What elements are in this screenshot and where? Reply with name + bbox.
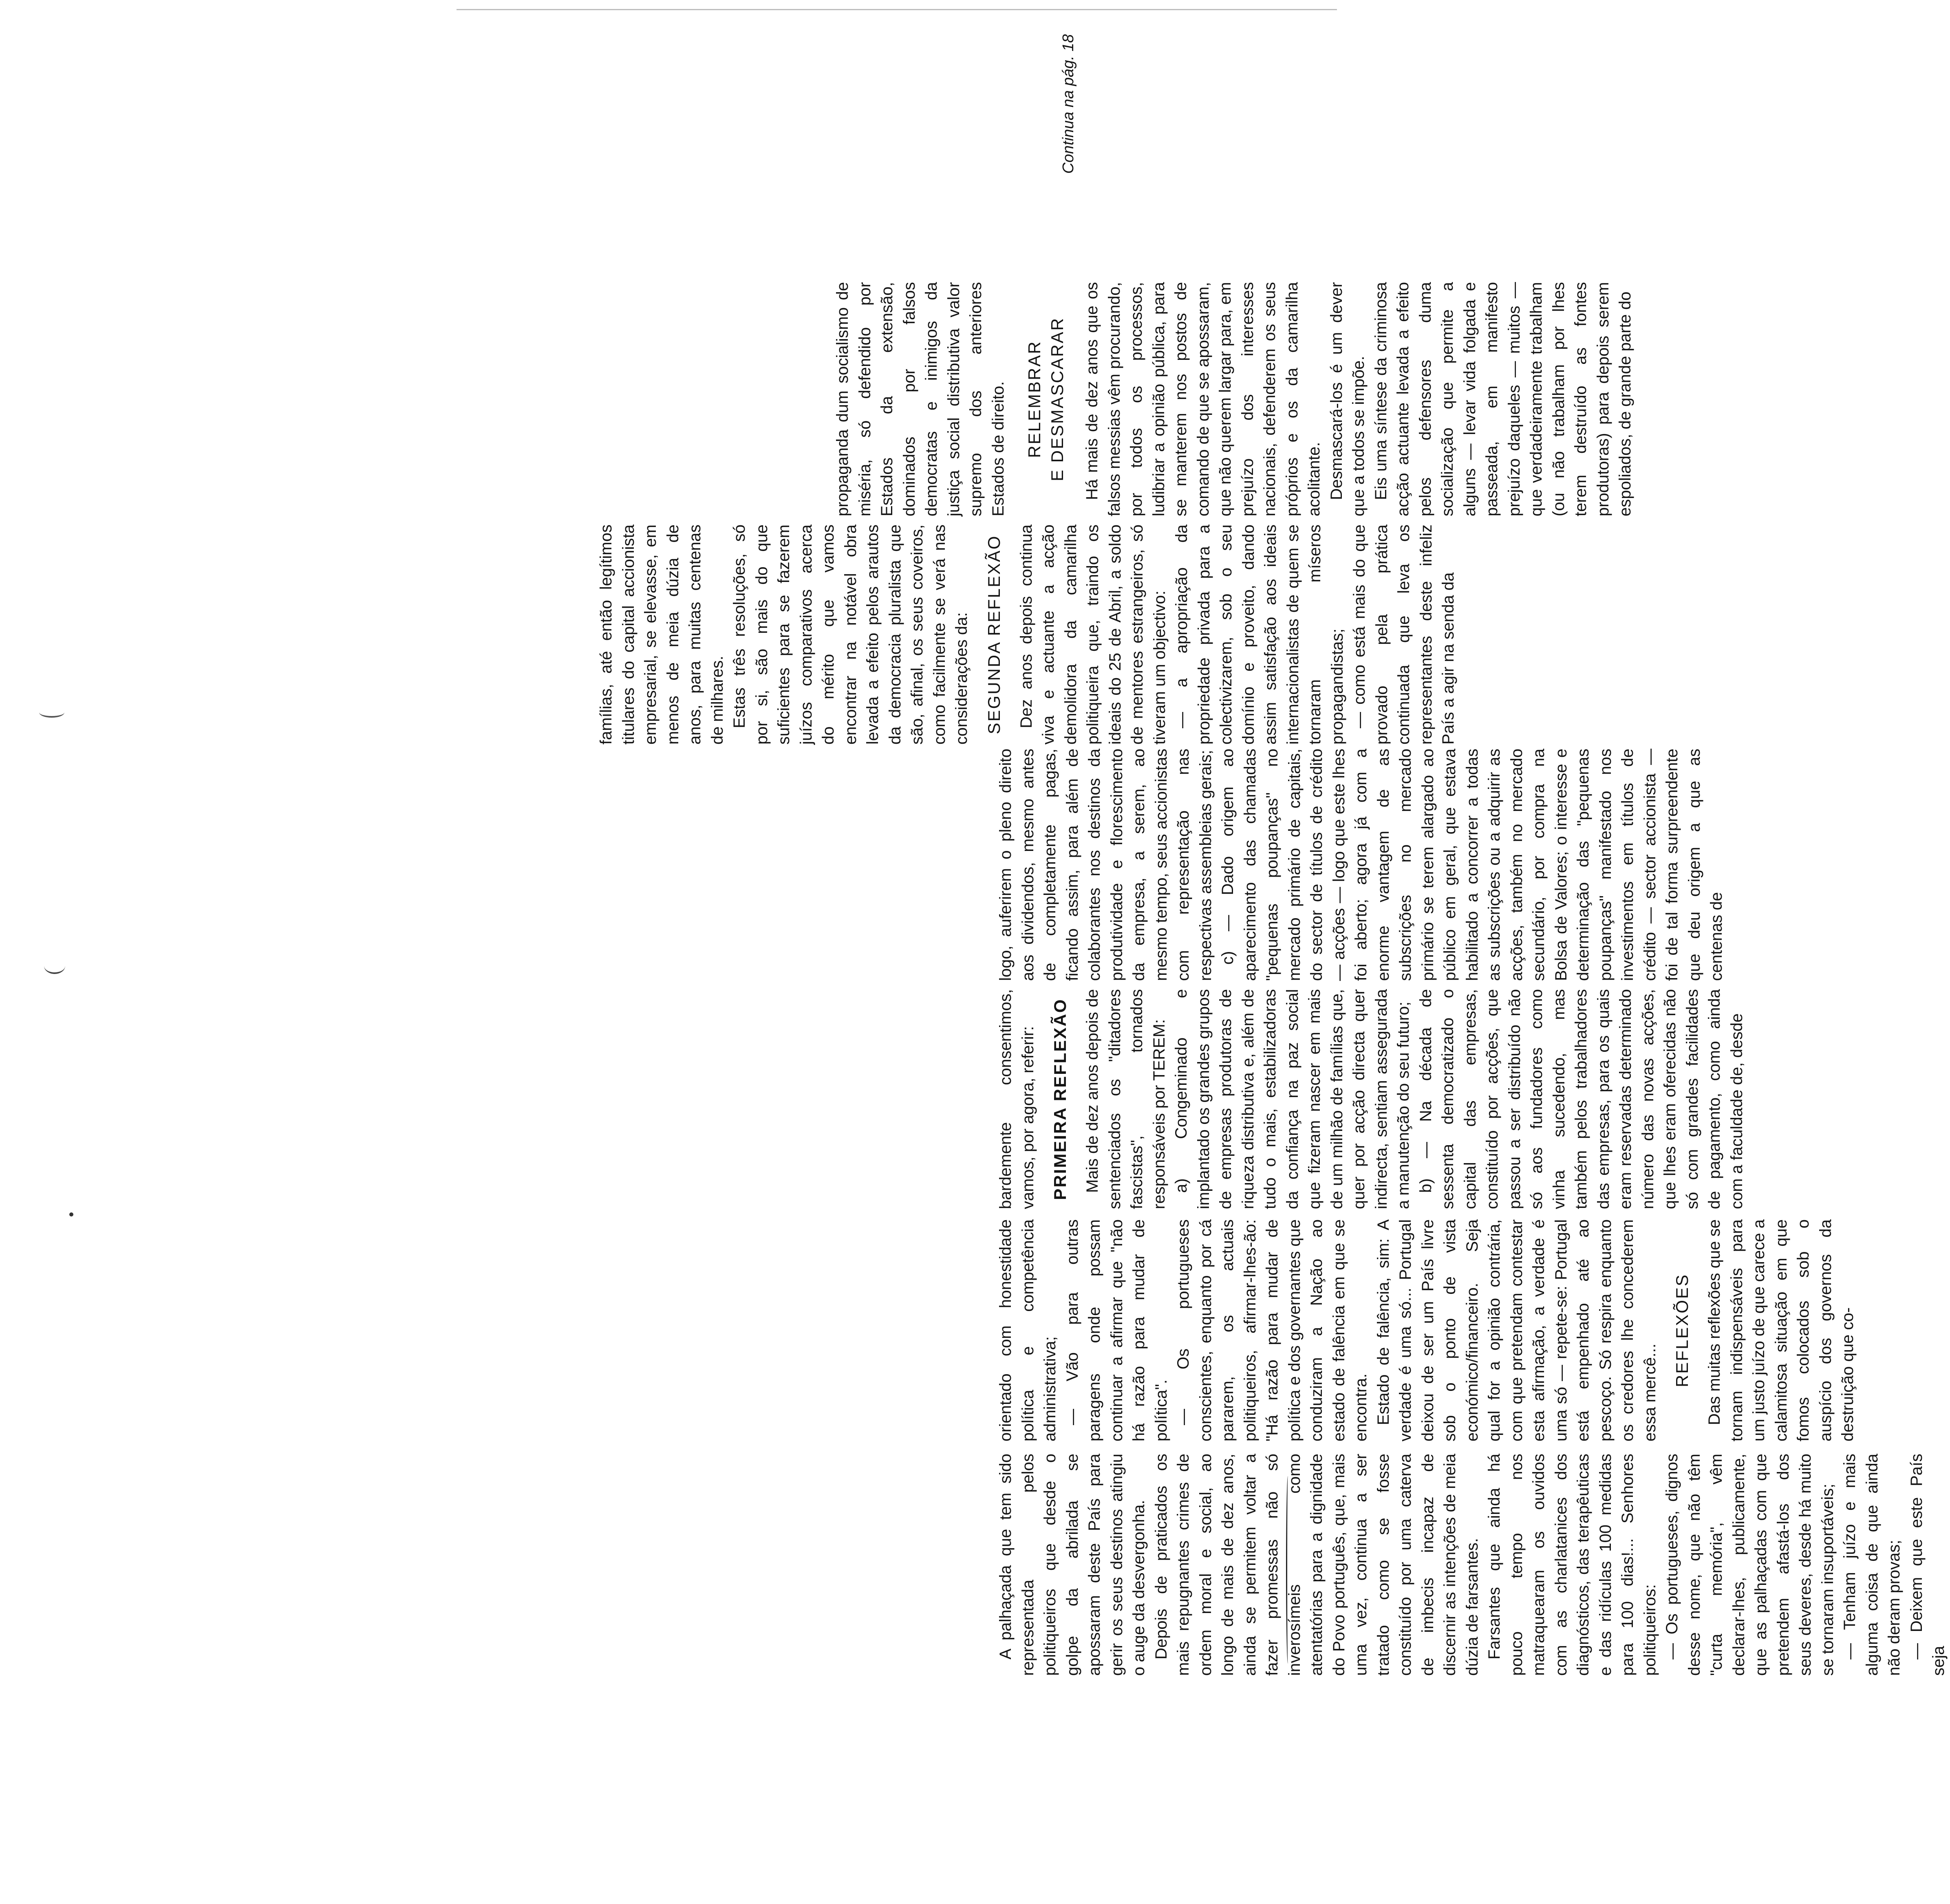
paragraph: propaganda dum socialismo de miséria, só defendido por Estados da extensão, dominados por falsos democratas e inimigos da justiça social distributiva valor supremo dos anteriores Estados de direito. xyxy=(834,282,1007,516)
paragraph: b) — Na década de sessenta democratizado o capital das empresas, constituído por acções, que passou a ser distribuído não só aos fundadores como vinha sucedendo, mas também pelos trabalhadores das empresas, para os quais eram reservadas determinado número das novas acções, que lhes eram oferecidas não só com grandes facilidades de pagamento, como ainda com a faculdade de, desde xyxy=(1416,989,1746,1209)
section-heading: REFLEXÕES xyxy=(1672,1273,1692,1388)
paragraph: Mais de dez anos depois de sentenciados os "ditadores fascistas", tornados responsáveis por TEREM: xyxy=(1083,989,1168,1209)
paragraph: — Vão para outras paragens onde possam continuar a afirmar que "não há razão para mudar de política". xyxy=(1063,1219,1170,1441)
paragraph: Dez anos depois continua viva e actuante a acção demolidora da camarilha politiqueira que, traindo os ideais do 25 de Abril, a soldo de mentores estrangeiros, só tiveram um objectivo: xyxy=(1017,524,1169,745)
article-column-2 xyxy=(995,1219,1857,1441)
paragraph: Eis uma síntese da criminosa acção actuante levada a efeito pelos defensores duma socialização que permite a alguns — levar vida folgada e passeada, em manifesto prejuízo daqueles — muitos — que verdadeiramente trabalham (ou não trabalham por lhes terem destruído as fontes produtoras) para depois serem espoliados, de grande parte do xyxy=(1372,282,1634,516)
paragraph: A palhaçada que tem sido representada pelos politiqueiros que desde o golpe da abrilada se apossaram deste País para gerir os seus destinos atingiu o auge da desvergonha. xyxy=(997,1454,1148,1676)
paragraph: Estado de falência, sim: A verdade é uma só... Portugal deixou de ser um País livre sob o ponto de vista económico/financeiro. Seja qual for a opinião contrária, com que pretendam contestar esta afirmação, a verdade é uma só — repete-se: Portugal está empenhado até ao pescoço. Só respira enquanto os credores lhe concederem essa mercê... xyxy=(1374,1219,1659,1441)
paragraph: logo, auferirem o pleno direito aos dividendos, mesmo antes de completamente pagas, ficando assim, para além de colaborantes nos destinos da produtividade e florescimento da empresa, a serem, ao mesmo tempo, seus accionistas com representação nas respectivas assembleias gerais; xyxy=(997,749,1215,981)
article-column-3 xyxy=(995,989,1746,1209)
paragraph: Depois de praticados os mais repugnantes crimes de ordem moral e social, ao longo de mais de dez anos, ainda se permitem voltar a fazer promessas não só inverosímeis como atentatórias para a dignidade do Povo português, que, mais uma vez, continua a ser tratado como se fosse constituído por uma caterva de imbecis incapaz de discernir as intenções de meia dúzia de farsantes. xyxy=(1152,1454,1481,1676)
column-rule xyxy=(1286,1476,1290,1664)
paragraph: — Os portugueses, dignos desse nome, que não têm "curta memória", vêm declarar-lhes, publicamente, que as palhaçadas com que pretendem afastá-los dos seus deveres, desde há muito se tornaram insuportáveis; xyxy=(1663,1454,1837,1676)
section-heading: SEGUNDA REFLEXÃO xyxy=(984,535,1004,734)
paragraph: c) — Dado origem ao aparecimento das chamadas "pequenas poupanças" no mercado primário de capitais, do sector de títulos de crédito — acções — logo que este lhes foi aberto; agora já com a enorme vantagem de as subscrições no mercado primário se terem alargado ao público em geral, que estava habilitado a concorrer a todas as subscrições ou a adquirir as acções, também no mercado secundário, por compra na Bolsa de Valores; o interesse e determinação das "pequenas poupanças" manifestado nos investimentos em títulos de crédito — sector accionista — foi de tal forma surpreendente que deu origem a que as centenas de xyxy=(1219,749,1725,981)
paragraph: — Os portugueses conscientes, enquanto por cá pararem, os actuais politiqueiros, afirmar-lhes-ão: "Há razão para mudar de política e dos governantes que conduziram a Nação ao estado de falência em que se encontra. xyxy=(1174,1219,1370,1441)
paragraph: Das muitas reflexões que se tornam indispensáveis para um justo juízo de que carece a calamitosa situação em que fomos colocados sob o auspício dos governos da destruição que co- xyxy=(1705,1219,1857,1441)
section-heading xyxy=(1023,282,1069,516)
paragraph: Farsantes que ainda há pouco tempo nos matraquearam os ouvidos com as charlatanices dos diagnósticos, das terapêuticas e das ridículas 100 medidas para 100 dias!... Senhores politiqueiros: xyxy=(1485,1454,1659,1676)
paragraph: Estas três resoluções, só por si, são mais do que suficientes para se fazerem juízos comparativos acerca do mérito que vamos encontrar na notável obra levada a efeito pelos arautos da democracia pluralista que são, afinal, os seus coveiros, como facilmente se verá nas considerações da: xyxy=(730,524,971,745)
heading-line: RELEMBRAR xyxy=(1025,340,1044,458)
paragraph: orientado com honestidade política e competência administrativa; xyxy=(997,1219,1059,1441)
continued-on-page-note: Continua na pág. 18 xyxy=(1060,34,1077,174)
paragraph: — Tenham juízo e mais alguma coisa de que ainda não deram provas; xyxy=(1841,1454,1903,1676)
article-column-4 xyxy=(995,749,1725,981)
article-column-5 xyxy=(595,524,1457,745)
article-column-6 xyxy=(832,282,1634,516)
section-heading: PRIMEIRA REFLEXÃO xyxy=(1050,998,1070,1200)
paragraph: — Deixem que este País seja xyxy=(1907,1454,1948,1676)
paragraph: a) Congeminado e implantado os grandes grupos de empresas produtoras de riqueza distributiva e, além de tudo o mais, estabilizadoras da confiança na paz social que fizeram nascer em mais de um milhão de famílias que, quer por acção directa quer indirecta, sentiam assegurada a manutenção do seu futuro; xyxy=(1172,989,1412,1209)
article-column-1 xyxy=(995,1454,1948,1676)
paragraph: Há mais de dez anos que os falsos messias vêm procurando, por todos os processos, ludibriar a opinião pública, para se manterem nos postos de comando de que se apossaram, que não querem largar para, em prejuízo dos interesses nacionais, defenderem os seus próprios e os da camarilha acolitante. xyxy=(1083,282,1323,516)
paragraph: Desmascará-los é um dever que a todos se impõe. xyxy=(1327,282,1368,516)
paragraph: famílias, até então legítimos titulares do capital accionista empresarial, se elevasse, em menos de meia dúzia de anos, para muitas centenas de milhares. xyxy=(597,524,726,745)
heading-line: E DESMASCARAR xyxy=(1048,317,1067,482)
paragraph: — como está mais do que provado pela prática continuada que leva os representantes deste infeliz País a agir na senda da xyxy=(1350,524,1457,745)
paragraph: bardemente consentimos, vamos, por agora, referir: xyxy=(997,989,1037,1209)
paragraph: — a apropriação da propriedade privada para a colectivizarem, sob o seu domínio e proveito, dando assim satisfação aos ideais internacionalistas de quem se tornaram míseros propagandistas; xyxy=(1173,524,1346,745)
